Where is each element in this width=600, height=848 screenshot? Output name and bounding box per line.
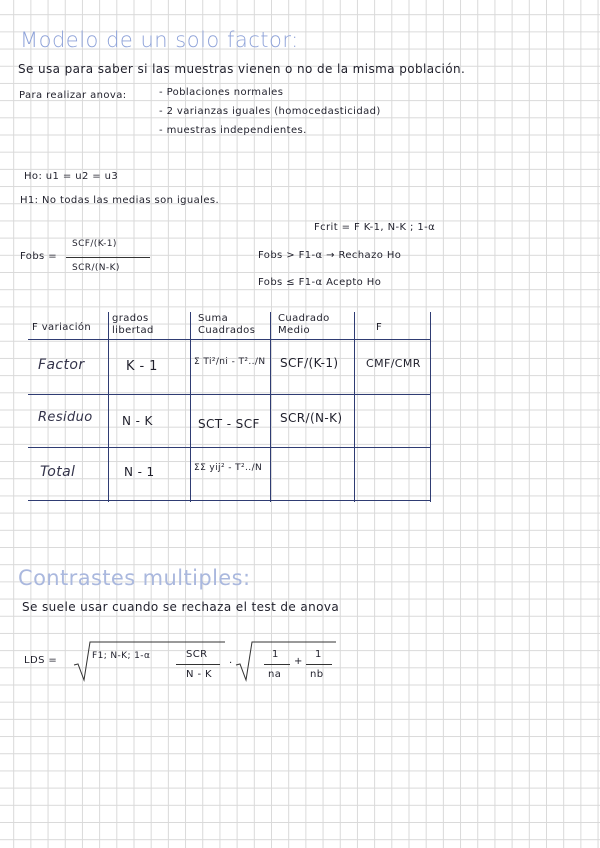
table-rule <box>28 339 430 340</box>
lds-frac1-bar <box>264 664 290 665</box>
accept-rule: Fobs ≤ F1-α Acepto Ho <box>258 277 382 288</box>
hypothesis-h0: Ho: u1 = u2 = u3 <box>24 171 119 182</box>
condition-item: - muestras independientes. <box>159 125 307 136</box>
table-header: F variación <box>32 322 92 333</box>
condition-item: - 2 varianzas iguales (homocedasticidad) <box>159 106 381 117</box>
lds-frac1-den: na <box>268 669 282 680</box>
table-rule <box>190 312 191 502</box>
table-header: grados libertad <box>112 313 154 336</box>
table-row-label: Total <box>40 464 76 480</box>
table-rule <box>28 394 430 395</box>
lds-frac2-num: 1 <box>315 649 322 660</box>
table-cell: N - K <box>122 414 153 428</box>
table-cell: CMF/CMR <box>366 357 421 370</box>
fobs-fraction-bar <box>66 257 150 258</box>
lds-f-term: F1; N-K; 1-α <box>92 651 151 661</box>
lds-frac2-den: nb <box>310 669 324 680</box>
fobs-label: Fobs = <box>20 251 58 262</box>
table-cell: ΣΣ yij² - T²../N <box>194 463 263 473</box>
intro-text: Se usa para saber si las muestras vienen o no de la misma población. <box>18 62 466 76</box>
multiply-icon: · <box>229 658 233 669</box>
fcrit-formula: Fcrit = F K-1, N-K ; 1-α <box>314 222 436 233</box>
table-cell: SCT - SCF <box>198 417 260 431</box>
lds-denominator: N - K <box>186 669 213 680</box>
lds-frac1-num: 1 <box>272 649 279 660</box>
sqrt-icon <box>0 0 1 1</box>
table-cell: SCF/(K-1) <box>280 356 339 370</box>
fobs-denominator: SCR/(N-K) <box>72 263 120 273</box>
table-rule <box>270 312 271 502</box>
table-header: Suma Cuadrados <box>198 313 256 336</box>
table-cell: SCR/(N-K) <box>280 411 343 425</box>
plus-icon: + <box>294 656 303 667</box>
section-title: Contrastes multiples: <box>18 566 251 590</box>
hypothesis-h1: H1: No todas las medias son iguales. <box>20 195 220 206</box>
page-title: Modelo de un solo factor: <box>20 28 299 52</box>
lds-label: LDS = <box>24 655 58 666</box>
table-rule <box>28 500 430 501</box>
table-cell: Σ Ti²/ni - T²../N <box>194 357 266 367</box>
table-header: F <box>376 322 383 333</box>
table-rule <box>354 312 355 502</box>
reject-rule: Fobs > F1-α → Rechazo Ho <box>258 250 402 261</box>
table-rule <box>430 312 431 502</box>
lds-numerator: SCR <box>186 649 208 660</box>
fobs-numerator: SCF/(K-1) <box>72 239 117 249</box>
table-header: Cuadrado Medio <box>278 313 330 336</box>
lds-frac2-bar <box>306 664 332 665</box>
lds-fraction-bar <box>176 664 220 665</box>
conditions-label: Para realizar anova: <box>19 90 127 101</box>
condition-item: - Poblaciones normales <box>159 87 284 98</box>
table-rule <box>108 312 109 502</box>
table-cell: N - 1 <box>124 465 155 479</box>
table-cell: K - 1 <box>126 359 158 374</box>
table-row-label: Factor <box>38 357 85 373</box>
table-row-label: Residuo <box>38 410 93 425</box>
section-text: Se suele usar cuando se rechaza el test de anova <box>22 600 340 614</box>
table-rule <box>28 447 430 448</box>
